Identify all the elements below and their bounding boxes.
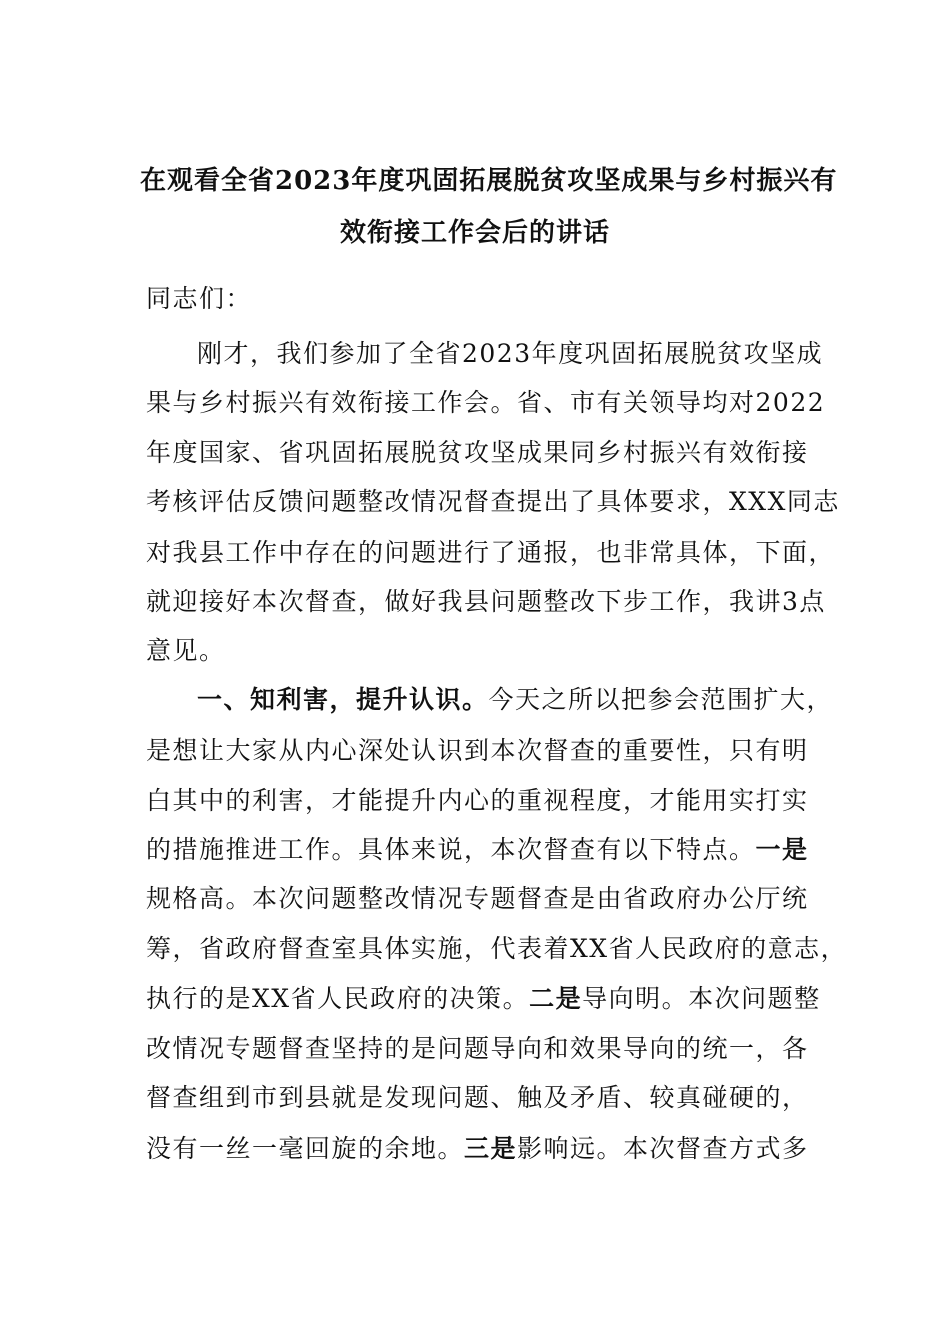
paragraph-1-line-3: 年度国家、省巩固拓展脱贫攻坚成果同乡村振兴有效衔接 [146, 438, 809, 467]
document-title-line-1: 在观看全省2023年度巩固拓展脱贫攻坚成果与乡村振兴有 [140, 166, 838, 196]
point-two-label: 二是 [529, 984, 583, 1013]
paragraph-2-line-9: 督查组到市到县就是发现问题、触及矛盾、较真碰硬的， [146, 1083, 809, 1112]
paragraph-2-line-10-text-a: 没有一丝一毫回旋的余地。 [146, 1134, 465, 1163]
paragraph-2-line-8: 改情况专题督查坚持的是问题导向和效果导向的统一，各 [146, 1034, 809, 1063]
paragraph-2-line-10-text-c: 影响远。本次督查方式多 [517, 1134, 809, 1163]
point-one-label: 一是 [755, 835, 809, 864]
paragraph-2-line-7-text-a: 执行的是XX省人民政府的决策。 [146, 984, 530, 1013]
paragraph-1-line-6: 就迎接好本次督查，做好我县问题整改下步工作，我讲3点 [146, 587, 826, 616]
document-title-line-2: 效衔接工作会后的讲话 [339, 218, 610, 248]
paragraph-2-line-10 [146, 1133, 809, 1165]
paragraph-1-line-7: 意见。 [146, 636, 226, 665]
paragraph-1-line-1: 刚才，我们参加了全省2023年度巩固拓展脱贫攻坚成 [197, 339, 824, 368]
paragraph-2-line-5: 规格高。本次问题整改情况专题督查是由省政府办公厅统 [146, 884, 809, 913]
paragraph-2-line-7 [146, 983, 821, 1015]
paragraph-1-line-2: 果与乡村振兴有效衔接工作会。省、市有关领导均对2022 [146, 388, 826, 417]
paragraph-1-line-4: 考核评估反馈问题整改情况督查提出了具体要求，XXX同志 [146, 487, 840, 516]
paragraph-2-line-6: 筹，省政府督查室具体实施，代表着XX省人民政府的意志， [146, 934, 848, 963]
paragraph-2-line-1-text: 今天之所以把参会范围扩大， [488, 685, 834, 714]
point-three-label: 三是 [464, 1134, 518, 1163]
paragraph-2-line-3: 白其中的利害，才能提升内心的重视程度，才能用实打实 [146, 786, 809, 815]
section-heading: 一、知利害，提升认识。 [197, 685, 489, 714]
paragraph-2-line-1 [197, 684, 833, 716]
salutation: 同志们： [146, 284, 253, 313]
paragraph-2-line-2: 是想让大家从内心深处认识到本次督查的重要性，只有明 [146, 736, 809, 765]
paragraph-2-line-4 [146, 834, 809, 866]
paragraph-2-line-4-text: 的措施推进工作。具体来说，本次督查有以下特点。 [146, 835, 756, 864]
paragraph-1-line-5: 对我县工作中存在的问题进行了通报，也非常具体，下面， [146, 538, 836, 567]
paragraph-2-line-7-text-c: 导向明。本次问题整 [582, 984, 821, 1013]
